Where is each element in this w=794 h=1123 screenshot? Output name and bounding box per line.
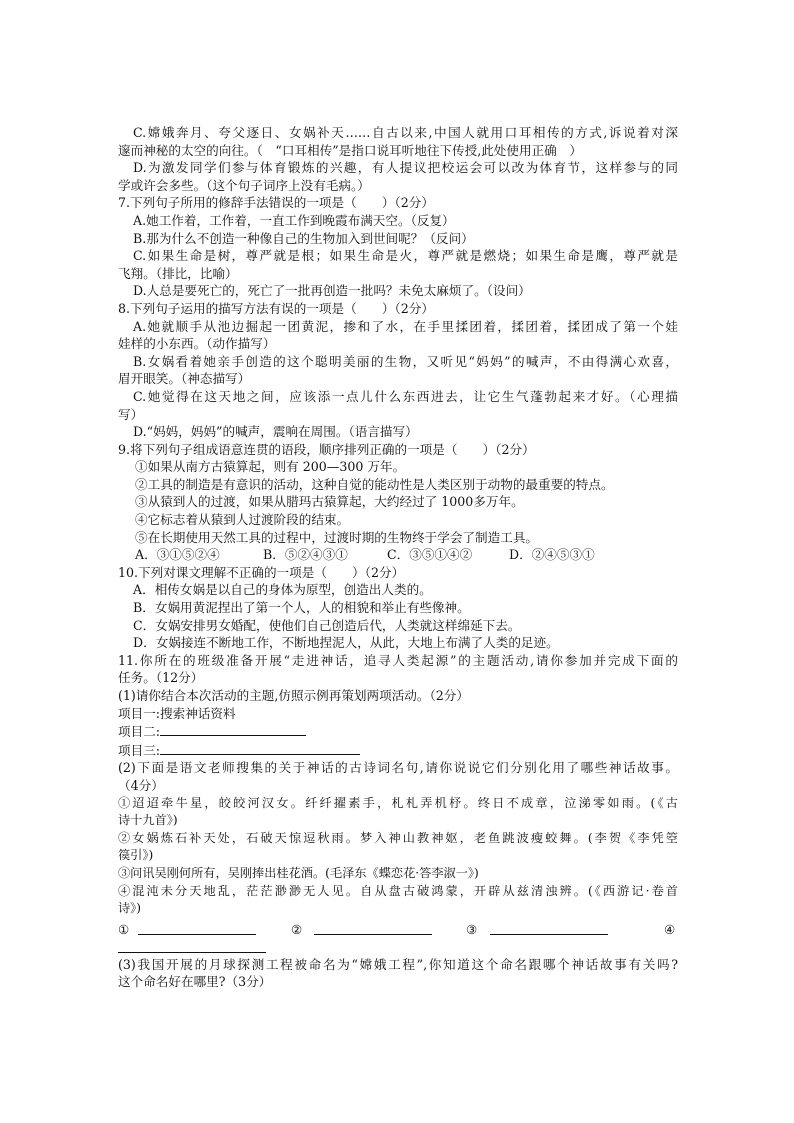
q6-option-c-line2: 邃而神秘的太空的向往。（ “口耳相传”是指口说耳听地往下传授,此处使用正确 ）	[118, 142, 582, 158]
q9-sentence-1: ①如果从南方古猿算起，则有 200—300 万年。	[135, 459, 406, 475]
answer-4-blank[interactable]	[118, 939, 266, 953]
q11-item2-row	[118, 722, 678, 741]
q9-sentence-3: ③从猿到人的过渡，如果从腊玛古猿算起，大约经过了 1000多万年。	[135, 494, 524, 510]
q11-item3-row	[118, 741, 678, 760]
item2-answer-blank[interactable]	[160, 722, 306, 736]
q9-option-a: A．③①⑤②④	[135, 547, 220, 563]
poem-1-line2: 诗十九首》)	[118, 813, 178, 828]
poem-3: ③问讯吴刚何所有，吴刚捧出桂花酒。(毛泽东《蝶恋花·答李淑一》)	[118, 865, 479, 880]
answer-2-label: ②	[291, 921, 303, 937]
q10-option-a: A．相传女娲是以自己的身体为原型，创造出人类的。	[133, 582, 432, 598]
answer-3-blank[interactable]	[490, 921, 608, 935]
q11-part3-prompt-line1: (3)我国开展的月球探测工程被命名为“嫦娥工程”,你知道这个命名跟哪个神话故事有关吗?	[118, 956, 678, 972]
answer-4-row	[118, 939, 678, 953]
q6-option-c-line1: C.嫦娥奔月、夸父逐日、女娲补天……自古以来,中国人就用口耳相传的方式,诉说着对深	[133, 125, 678, 140]
q9-options	[118, 546, 678, 564]
q10-option-b: B．女娲用黄泥捏出了第一个人，人的相貌和举止有些像神。	[133, 600, 470, 616]
q7-option-a: A.她工作着，工作着，一直工作到晚霞布满天空。（反复）	[133, 212, 455, 228]
item3-answer-blank[interactable]	[160, 741, 360, 755]
q6-option-d-line1: D.为激发同学们参与体育锻炼的兴趣，有人提议把校运会可以改为体育节，这样参与的同	[133, 160, 678, 176]
answer-2-blank[interactable]	[314, 921, 432, 935]
q7-option-c-line1: C.如果生命是树，尊严就是根；如果生命是火，尊严就是燃烧；如果生命是鹰，尊严就是	[133, 248, 678, 264]
q9-sentence-4: ④它标志着从猿到人过渡阶段的结束。	[135, 512, 350, 528]
q8-option-b-line2: 眉开眼笑。（神态描写）	[118, 371, 251, 387]
q8-option-b-line1: B.女娲看着她亲手创造的这个聪明美丽的生物，又听见“妈妈”的喊声，不由得满心欢喜，	[133, 353, 678, 369]
q8-stem: 8.下列句子运用的描写方法有误的一项是（ ）（2分）	[118, 300, 434, 316]
q8-option-a-line2: 娃样的小东西。（动作描写）	[118, 336, 276, 352]
q10-stem: 10.下列对课文理解不正确的一项是（ ）（2分）	[118, 564, 405, 580]
q11-stem-line2: 任务。（12分）	[118, 670, 204, 686]
q8-option-d: D.“妈妈，妈妈”的喊声，震响在周围。（语言描写）	[133, 424, 418, 440]
q9-option-d: D．②④⑤③①	[509, 547, 595, 563]
q11-part2-prompt-line2: （4分）	[118, 777, 164, 793]
q8-option-c-line2: 写）	[118, 406, 144, 422]
q11-part3-prompt-line2: 这个命名好在哪里?（3分）	[118, 974, 272, 990]
q9-stem: 9.将下列句子组成语意连贯的语段，顺序排列正确的一项是（ ）（2分）	[118, 441, 535, 457]
q9-option-c: C．③⑤①④②	[387, 547, 473, 563]
answer-4-label: ④	[664, 921, 676, 937]
q11-item3-label: 项目三:	[118, 742, 161, 758]
q11-item1: 项目一:搜索神话资料	[118, 705, 236, 721]
q7-option-c-line2: 飞翔。（排比，比喻）	[118, 265, 238, 281]
poem-1-line1: ①迢迢牵牛星，皎皎河汉女。纤纤擢素手，札札弄机杼。终日不成章，泣涕零如雨。(《古	[118, 795, 678, 810]
poem-4-line1: ④混沌未分天地乱，茫茫渺渺无人见。自从盘古破鸿蒙，开辟从兹清浊辨。(《西游记·卷首	[118, 883, 678, 898]
q7-stem: 7.下列句子所用的修辞手法错误的一项是（ ）（2分）	[118, 195, 434, 211]
q11-part2-answer-row	[118, 921, 678, 939]
q10-option-d: D．女娲接连不断地工作，不断地捏泥人，从此，大地上布满了人类的足迹。	[133, 635, 559, 651]
q11-part1-prompt: (1)请你结合本次活动的主题,仿照示例再策划两项活动。（2分）	[118, 688, 469, 703]
answer-1-label: ①	[118, 921, 130, 937]
q7-option-d: D.人总是要死亡的，死亡了一批再创造一批吗？未免太麻烦了。（设问）	[133, 283, 531, 299]
q9-sentence-5: ⑤在长期使用天然工具的过程中，过渡时期的生物终于学会了制造工具。	[135, 529, 538, 545]
poem-2-line1: ②女娲炼石补天处，石破天惊逗秋雨。梦入神山教神妪，老鱼跳波瘦蛟舞。(李贺《李凭箜	[118, 830, 678, 845]
q9-sentence-2: ②工具的制造是有意识的活动，这种自觉的能动性是人类区别于动物的最重要的特点。	[135, 476, 614, 492]
q7-option-b: B.那为什么不创造一种像自己的生物加入到世间呢？（反问）	[133, 230, 474, 246]
q11-stem-line1: 11.你所在的班级准备开展“走进神话，追寻人类起源”的主题活动,请你参加并完成下面的	[118, 652, 678, 668]
q8-option-c-line1: C.她觉得在这天地之间，应该添一点儿什么东西进去，让它生气蓬勃起来才好。（心理描	[133, 388, 678, 404]
q6-option-d-line2: 学或许会多些。（这个句子词序上没有毛病。）	[118, 177, 370, 193]
q11-part2-prompt-line1: (2)下面是语文老师搜集的关于神话的古诗词名句,请你说说它们分别化用了哪些神话故事。	[118, 760, 678, 776]
q9-option-b: B．⑤②④③①	[263, 547, 348, 563]
q10-option-c: C．女娲安排男女婚配，使他们自己创造后代，人类就这样绵延下去。	[133, 617, 521, 633]
q8-option-a-line1: A.她就顺手从池边掘起一团黄泥，掺和了水，在手里揉团着，揉团着，揉团成了第一个娃	[133, 318, 678, 334]
answer-1-blank[interactable]	[138, 921, 256, 935]
exam-page	[118, 124, 678, 991]
answer-3-label: ③	[466, 921, 478, 937]
poem-4-line2: 诗》)	[118, 901, 142, 916]
q11-item2-label: 项目二:	[118, 724, 161, 740]
poem-2-line2: 篌引》)	[118, 848, 154, 863]
